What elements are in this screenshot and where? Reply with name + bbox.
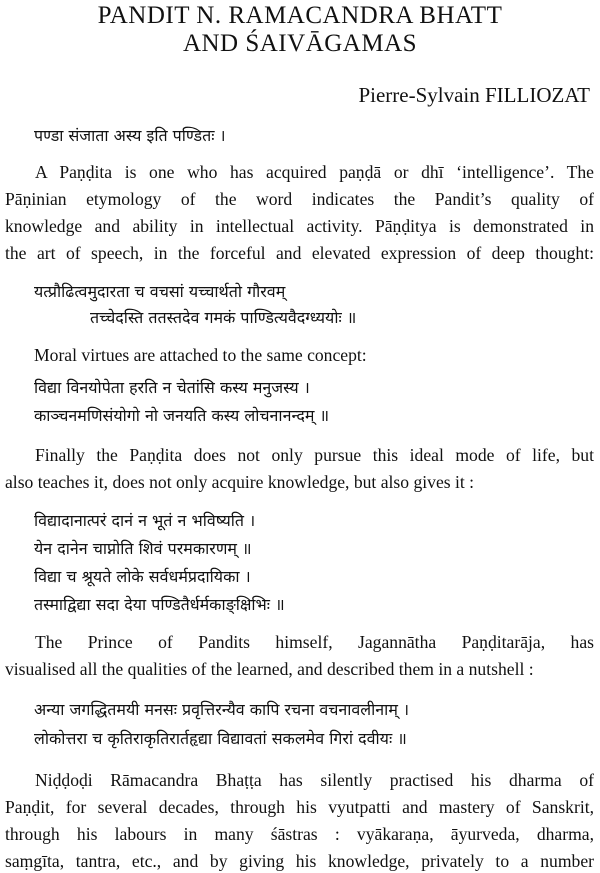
paragraph-line: Paṇḍit, for several decades, through his vyutpatti and mastery of Sanskrit, <box>5 797 594 817</box>
sanskrit-verse-line: लोकोत्तरा च कृतिराकृतिरार्तहृद्या विद्यावतां सकलमेव गिरां दवीयः ॥ <box>34 729 407 748</box>
sanskrit-verse-line: विद्या विनयोपेता हरति न चेतांसि कस्य मनुजस्य । <box>34 378 310 397</box>
sanskrit-verse-line: तच्चेदस्ति ततस्तदेव गमकं पाण्डित्यवैदग्ध्ययोः ॥ <box>90 308 357 327</box>
paragraph-line: saṃgīta, tantra, etc., and by giving his knowledge, privately to a number <box>5 851 594 871</box>
title-line-2: AND ŚAIVĀGAMAS <box>182 30 418 57</box>
sanskrit-verse-line: पण्डा संजाता अस्य इति पण्डितः । <box>34 126 226 145</box>
paragraph-line: The Prince of Pandits himself, Jagannātha Paṇḍitarāja, has <box>35 632 594 652</box>
sanskrit-verse-line: येन दानेन चाप्नोति शिवं परमकारणम् ॥ <box>34 539 252 558</box>
sanskrit-verse-line: तस्माद्विद्या सदा देया पण्डितैर्धर्मकाङ्क्षिभिः ॥ <box>34 595 285 614</box>
sanskrit-verse-line: अन्या जगद्धितमयी मनसः प्रवृत्तिरन्यैव कापि रचना वचनावलीनाम् । <box>34 700 410 719</box>
paragraph-line: A Paṇḍita is one who has acquired paṇḍā or dhī ‘intelligence’. The <box>35 162 594 182</box>
sanskrit-verse-line: विद्या च श्रूयते लोके सर्वधर्मप्रदायिका । <box>34 567 251 586</box>
paragraph-line: visualised all the qualities of the learned, and described them in a nutshell : <box>5 659 534 679</box>
paragraph-line: through his labours in many śāstras : vyākaraṇa, āyurveda, dharma, <box>5 824 594 844</box>
author-name: Pierre-Sylvain FILLIOZAT <box>358 83 590 107</box>
sanskrit-verse-line: यत्प्रौढित्वमुदारता च वचसां यच्चार्थतो गौरवम् <box>34 282 286 301</box>
paragraph-line: also teaches it, does not only acquire knowledge, but also gives it : <box>5 472 475 492</box>
sanskrit-verse-line: काञ्चनमणिसंयोगो नो जनयति कस्य लोचनानन्दम् ॥ <box>34 406 330 425</box>
paragraph-line: Moral virtues are attached to the same concept: <box>34 345 367 365</box>
paragraph-line: Finally the Paṇḍita does not only pursue this ideal mode of life, but <box>35 445 594 465</box>
paragraph-line: Pāṇinian etymology of the word indicates the Pandit’s quality of <box>5 189 594 209</box>
paragraph-line: knowledge and ability in intellectual activity. Pāṇḍitya is demonstrated in <box>5 216 594 236</box>
title-line-1: PANDIT N. RAMACANDRA BHATT <box>97 2 503 29</box>
paragraph-line: Niḍḍoḍi Rāmacandra Bhaṭṭa has silently practised his dharma of <box>35 770 594 790</box>
sanskrit-verse-line: विद्यादानात्परं दानं न भूतं न भविष्यति । <box>34 511 256 530</box>
paragraph-line: the art of speech, in the forceful and elevated expression of deep thought: <box>5 243 594 263</box>
